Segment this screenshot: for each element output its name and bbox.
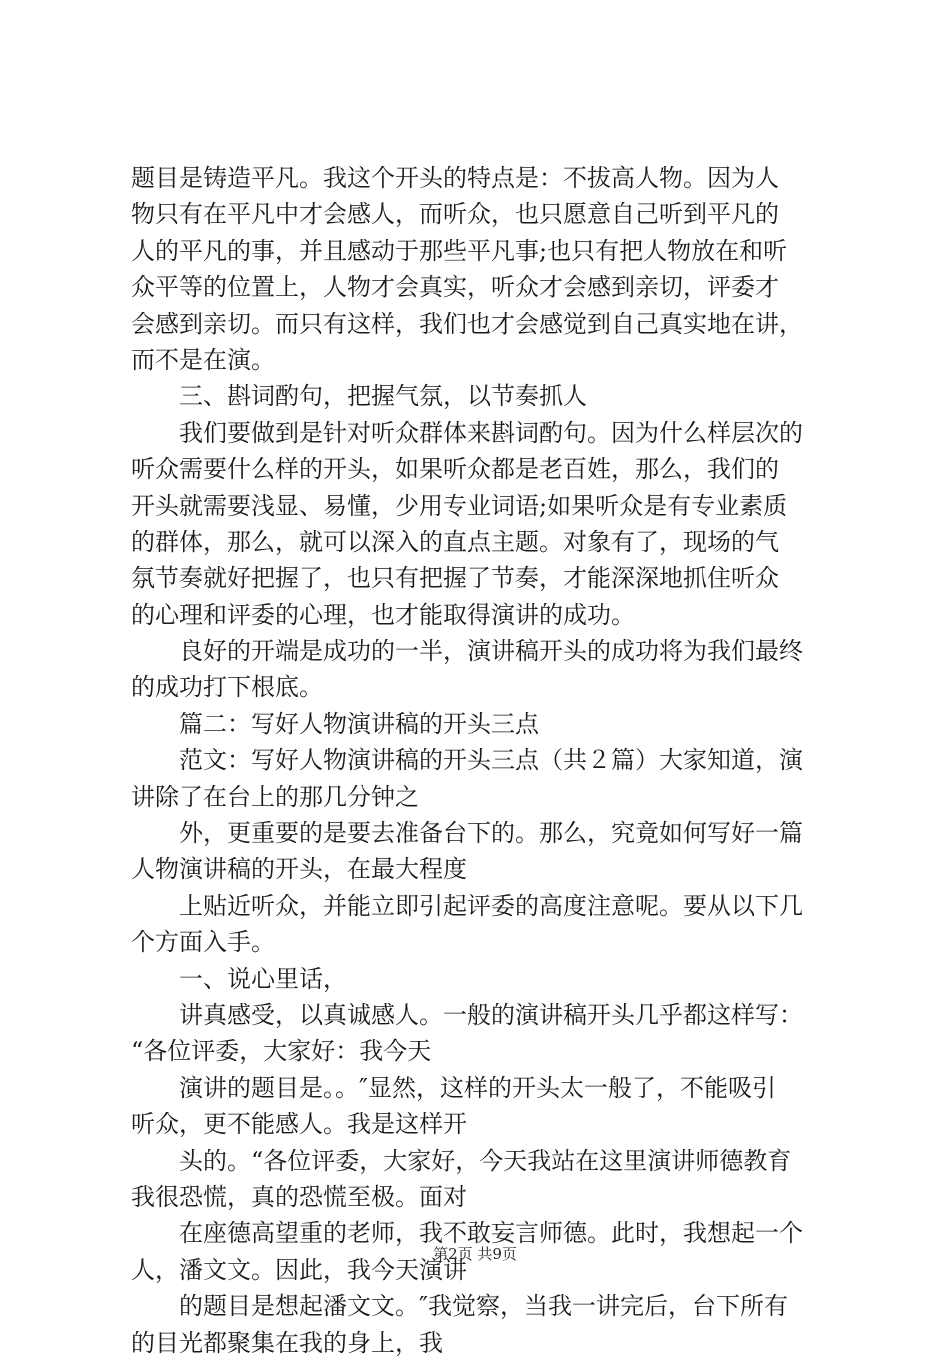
text-line: 外，更重要的是要去准备台下的。那么，究竟如何写好一篇 <box>179 819 803 848</box>
text-line: 氛节奏就好把握了，也只有把握了节奏，才能深深地抓住听众 <box>131 564 779 593</box>
text-line: 演讲的题目是。。″显然，这样的开头太一般了，不能吸引 <box>179 1073 776 1102</box>
text-line: 一、说心里话， <box>179 964 347 993</box>
text-line: 三、斟词酌句，把握气氛，以节奏抓人 <box>179 382 587 411</box>
text-line: 个方面入手。 <box>131 928 275 957</box>
text-line: 讲真感受，以真诚感人。一般的演讲稿开头几乎都这样写： <box>179 1000 803 1029</box>
text-line: 人，潘文文。因此，我今天演讲 <box>131 1255 467 1284</box>
text-line: 听众需要什么样的开头，如果听众都是老百姓，那么，我们的 <box>131 455 779 484</box>
text-line: 范文：写好人物演讲稿的开头三点（共２篇）大家知道，演 <box>179 746 803 775</box>
text-line: 物只有在平凡中才会感人，而听众，也只愿意自己听到平凡的 <box>131 200 779 229</box>
text-line: “各位评委，大家好：我今天 <box>131 1037 432 1066</box>
text-line: 的目光都聚集在我的身上，我 <box>131 1328 443 1357</box>
text-line: 的心理和评委的心理，也才能取得演讲的成功。 <box>131 600 635 629</box>
text-line: 讲除了在台上的那几分钟之 <box>131 782 419 811</box>
text-line: 会感到亲切。而只有这样，我们也才会感觉到自己真实地在讲， <box>131 309 803 338</box>
text-line: 的成功打下根底。 <box>131 673 323 702</box>
text-line: 开头就需要浅显、易懂，少用专业词语;如果听众是有专业素质 <box>131 491 788 520</box>
text-line: 头的。“各位评委，大家好，今天我站在这里演讲师德教育 <box>179 1146 792 1175</box>
text-line: 我们要做到是针对听众群体来斟词酌句。因为什么样层次的 <box>179 418 803 447</box>
text-line: 良好的开端是成功的一半，演讲稿开头的成功将为我们最终 <box>179 637 803 666</box>
text-line: 在座德高望重的老师，我不敢妄言师德。此时，我想起一个 <box>179 1219 803 1248</box>
text-line: 题目是铸造平凡。我这个开头的特点是：不拔高人物。因为人 <box>131 164 779 192</box>
text-line: 听众，更不能感人。我是这样开 <box>131 1110 467 1139</box>
text-line: 人物演讲稿的开头，在最大程度 <box>131 855 467 884</box>
page-footer: 第2页 共9页 <box>433 1245 517 1263</box>
document-body <box>131 160 831 1361</box>
text-line: 众平等的位置上，人物才会真实，听众才会感到亲切，评委才 <box>131 273 779 302</box>
text-line: 而不是在演。 <box>131 345 275 374</box>
text-line: 的群体，那么，就可以深入的直点主题。对象有了，现场的气 <box>131 527 779 556</box>
text-line: 的题目是想起潘文文。″我觉察，当我一讲完后，台下所有 <box>179 1292 788 1321</box>
text-line: 上贴近听众，并能立即引起评委的高度注意呢。要从以下几 <box>179 891 803 920</box>
text-line: 人的平凡的事，并且感动于那些平凡事;也只有把人物放在和听 <box>131 236 788 265</box>
text-line: 篇二：写好人物演讲稿的开头三点 <box>179 709 539 738</box>
text-line: 我很恐慌，真的恐慌至极。面对 <box>131 1182 467 1211</box>
